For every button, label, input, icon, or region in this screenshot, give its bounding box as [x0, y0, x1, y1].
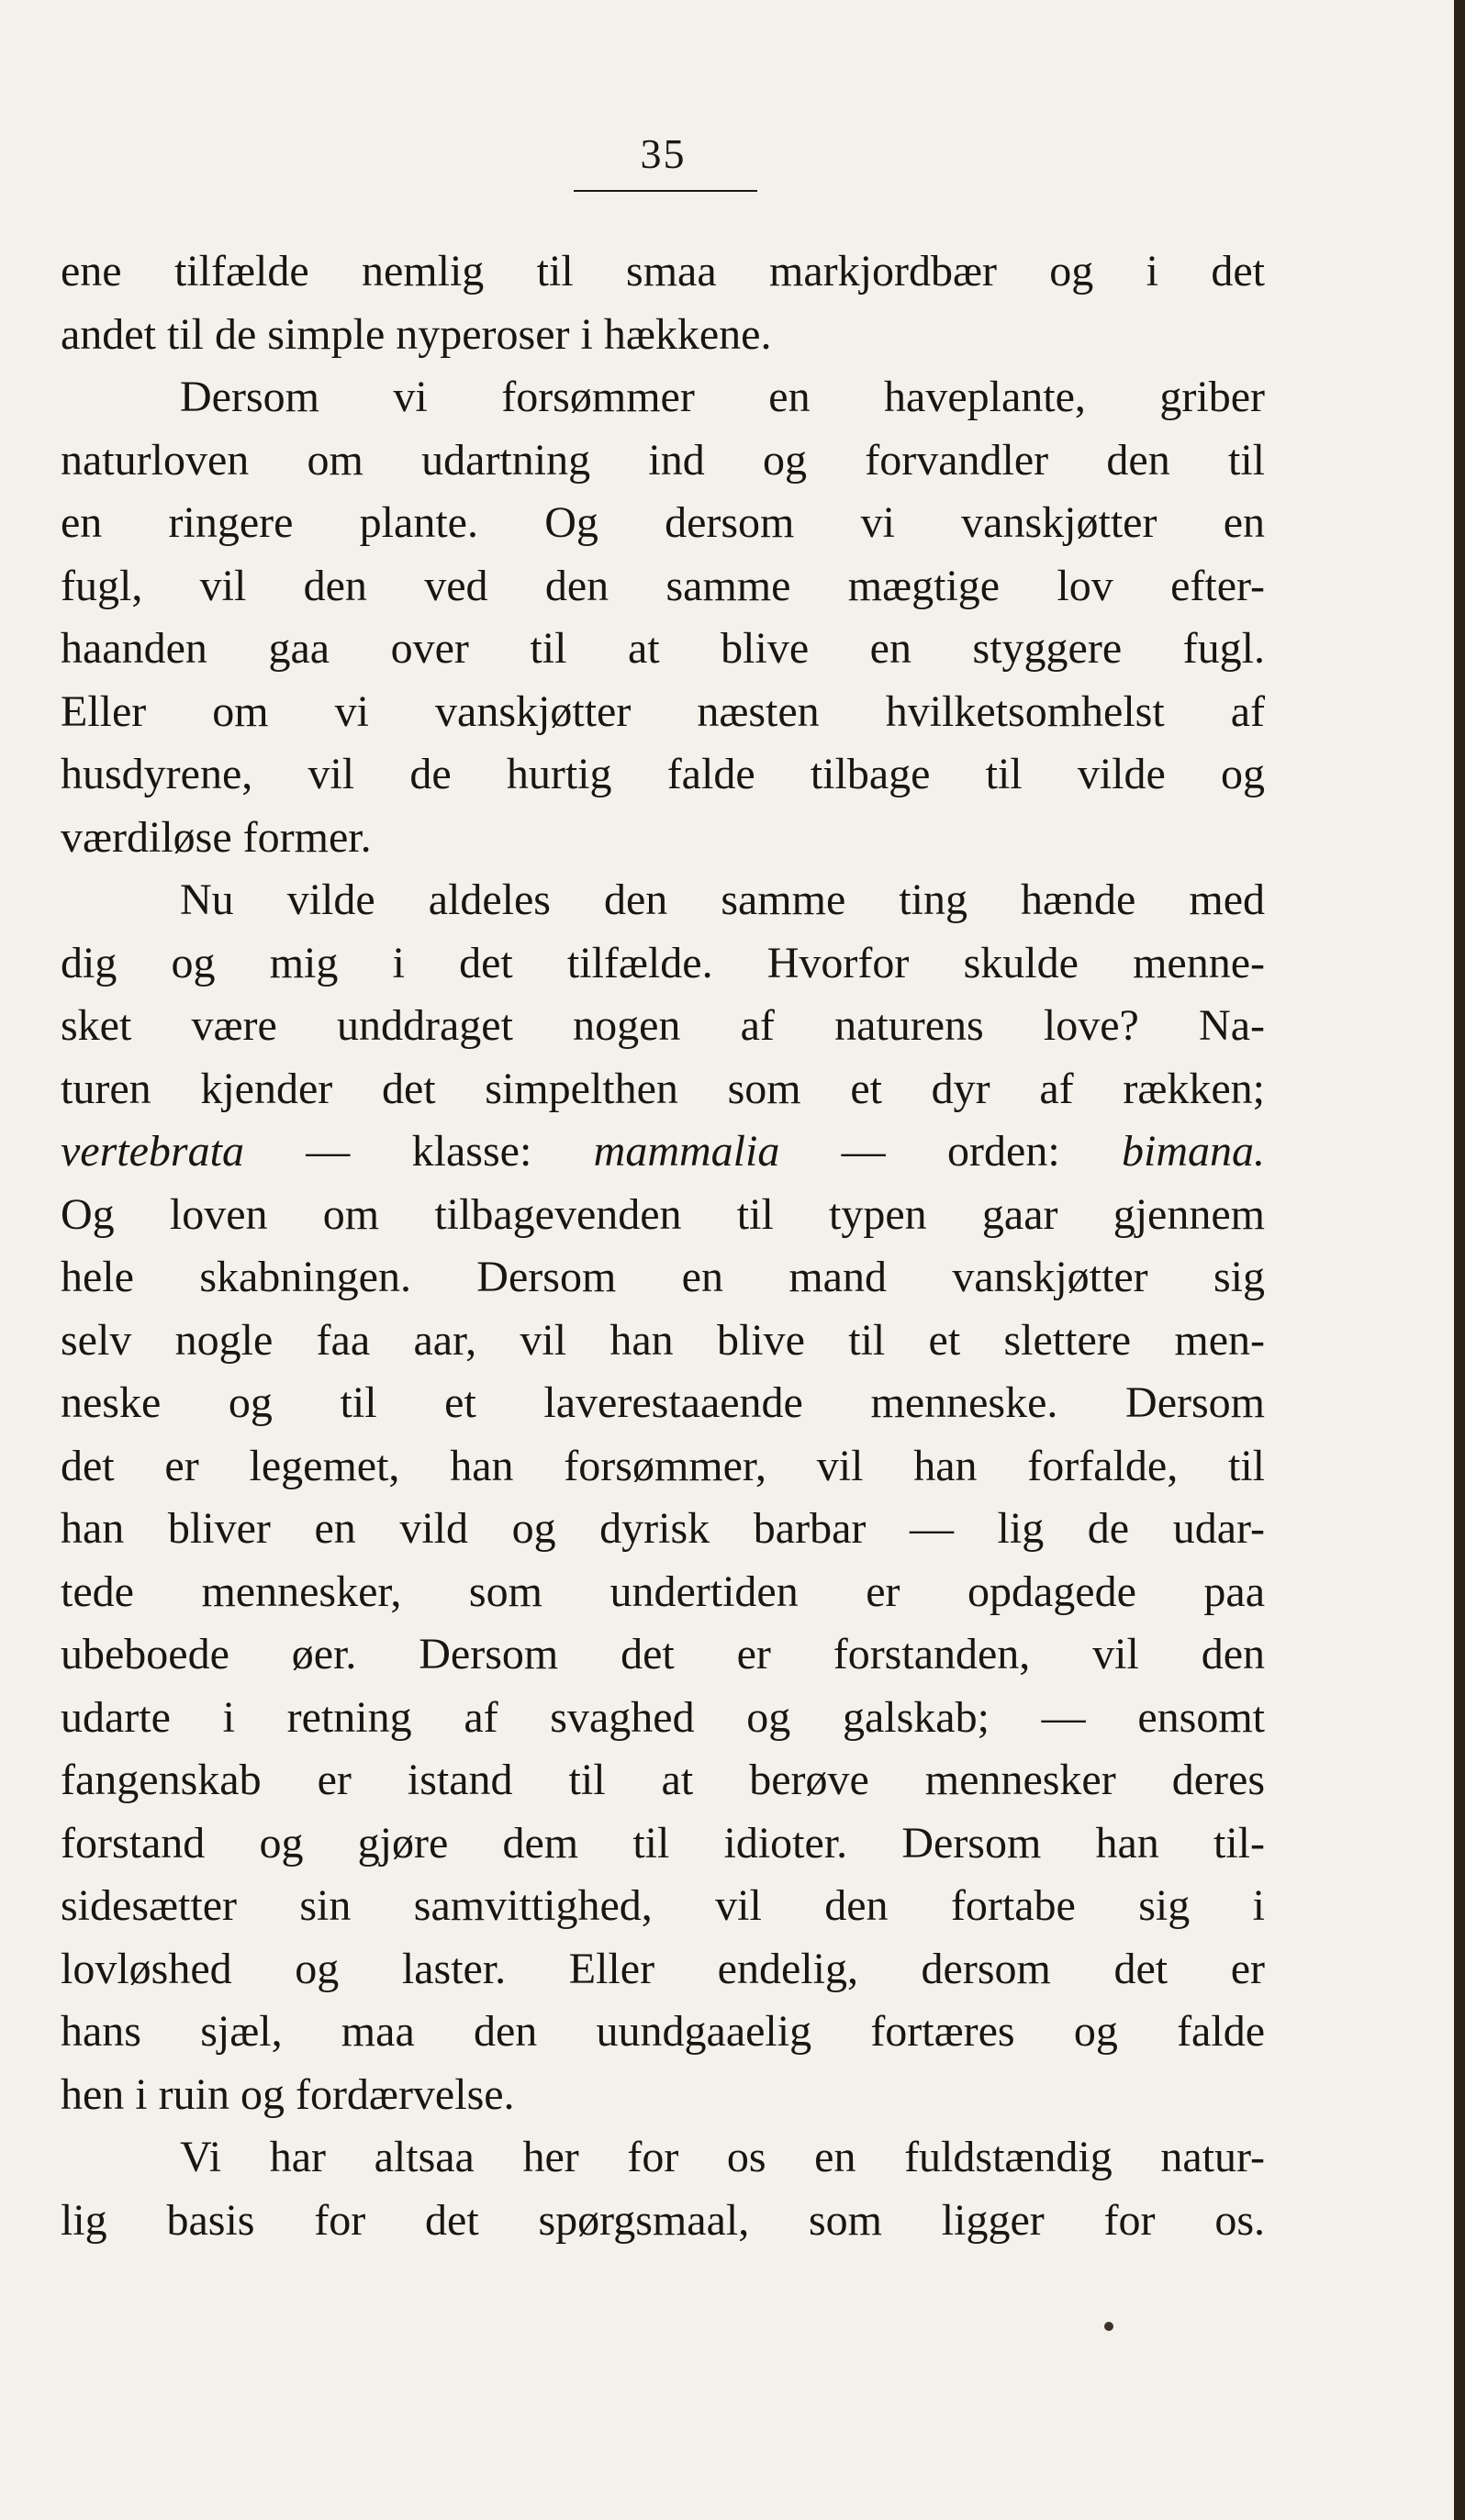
text-line: udarte i retning af svaghed og galskab; — ensomt [61, 1692, 1265, 1742]
text-line: Og loven om tilbagevenden til typen gaar gjennem [61, 1189, 1265, 1239]
text-line: det er legemet, han forsømmer, vil han forfalde, til [61, 1441, 1265, 1490]
text-line: haanden gaa over til at blive en styggere fugl. [61, 624, 1265, 673]
body-text [61, 240, 1265, 2252]
text-line: forstand og gjøre dem til idioter. Dersom han til- [61, 1818, 1265, 1868]
text-line: hans sjæl, maa den uundgaaelig fortæres og falde [61, 2007, 1265, 2056]
ink-speck [1104, 2322, 1113, 2331]
taxonomy-term-bimana: bimana. [1122, 1127, 1266, 1176]
text-line: sidesætter sin samvittighed, vil den fortabe sig i [61, 1881, 1265, 1930]
text-line: ene tilfælde nemlig til smaa markjordbær og i det [61, 247, 1265, 295]
text-line: værdiløse former. [61, 812, 372, 862]
text-line: Dersom vi forsømmer en haveplante, griber [180, 373, 1265, 421]
text-line: hele skabningen. Dersom en mand vanskjøtter sig [61, 1253, 1265, 1301]
text-line: ubeboede øer. Dersom det er forstanden, vil den [61, 1630, 1265, 1678]
taxonomy-term-mammalia: mammalia [593, 1127, 780, 1176]
text-line: hen i ruin og fordærvelse. [61, 2069, 515, 2119]
text-line: turen kjender det simpelthen som et dyr af rækken; [61, 1064, 1265, 1113]
taxonomy-term-vertebrata: vertebrata [61, 1127, 244, 1176]
page-number-rule [574, 190, 757, 192]
text-line: naturloven om udartning ind og forvandler den til [61, 435, 1265, 485]
text-line: han bliver en vild og dyrisk barbar — lig de udar- [61, 1504, 1265, 1553]
text-line: selv nogle faa aar, vil han blive til et slettere men- [61, 1315, 1265, 1365]
text-line: fangenskab er istand til at berøve mennesker deres [61, 1756, 1265, 1804]
text-line: neske og til et laverestaaende menneske. Dersom [61, 1378, 1265, 1427]
text-line: Eller om vi vanskjøtter næsten hvilketsomhelst af [61, 686, 1265, 736]
text-line: en ringere plante. Og dersom vi vanskjøtter en [61, 498, 1265, 547]
text-line: sket være unddraget nogen af naturens love? Na- [61, 1001, 1265, 1050]
text-line: husdyrene, vil de hurtig falde tilbage til vilde og [61, 750, 1265, 798]
text-line: Vi har altsaa her for os en fuldstændig natur- [180, 2133, 1265, 2181]
text-line: lig basis for det spørgsmaal, som ligger for os. [61, 2195, 1265, 2245]
text-line-taxonomy [61, 1121, 1265, 1184]
page-number: 35 [640, 130, 687, 177]
text-line: andet til de simple nyperoser i hækkene. [61, 309, 772, 359]
taxonomy-separator-orden: — orden: [779, 1127, 1123, 1176]
text-line: fugl, vil den ved den samme mægtige lov efter- [61, 561, 1265, 610]
text-line: tede mennesker, som undertiden er opdagede paa [61, 1567, 1265, 1616]
text-line: lovløshed og laster. Eller endelig, dersom det er [61, 1944, 1265, 1993]
text-line: dig og mig i det tilfælde. Hvorfor skulde menne- [61, 938, 1265, 987]
text-line: Nu vilde aldeles den samme ting hænde med [180, 875, 1265, 924]
taxonomy-separator-klasse: — klasse: [243, 1127, 594, 1176]
page-number-container [569, 130, 757, 177]
